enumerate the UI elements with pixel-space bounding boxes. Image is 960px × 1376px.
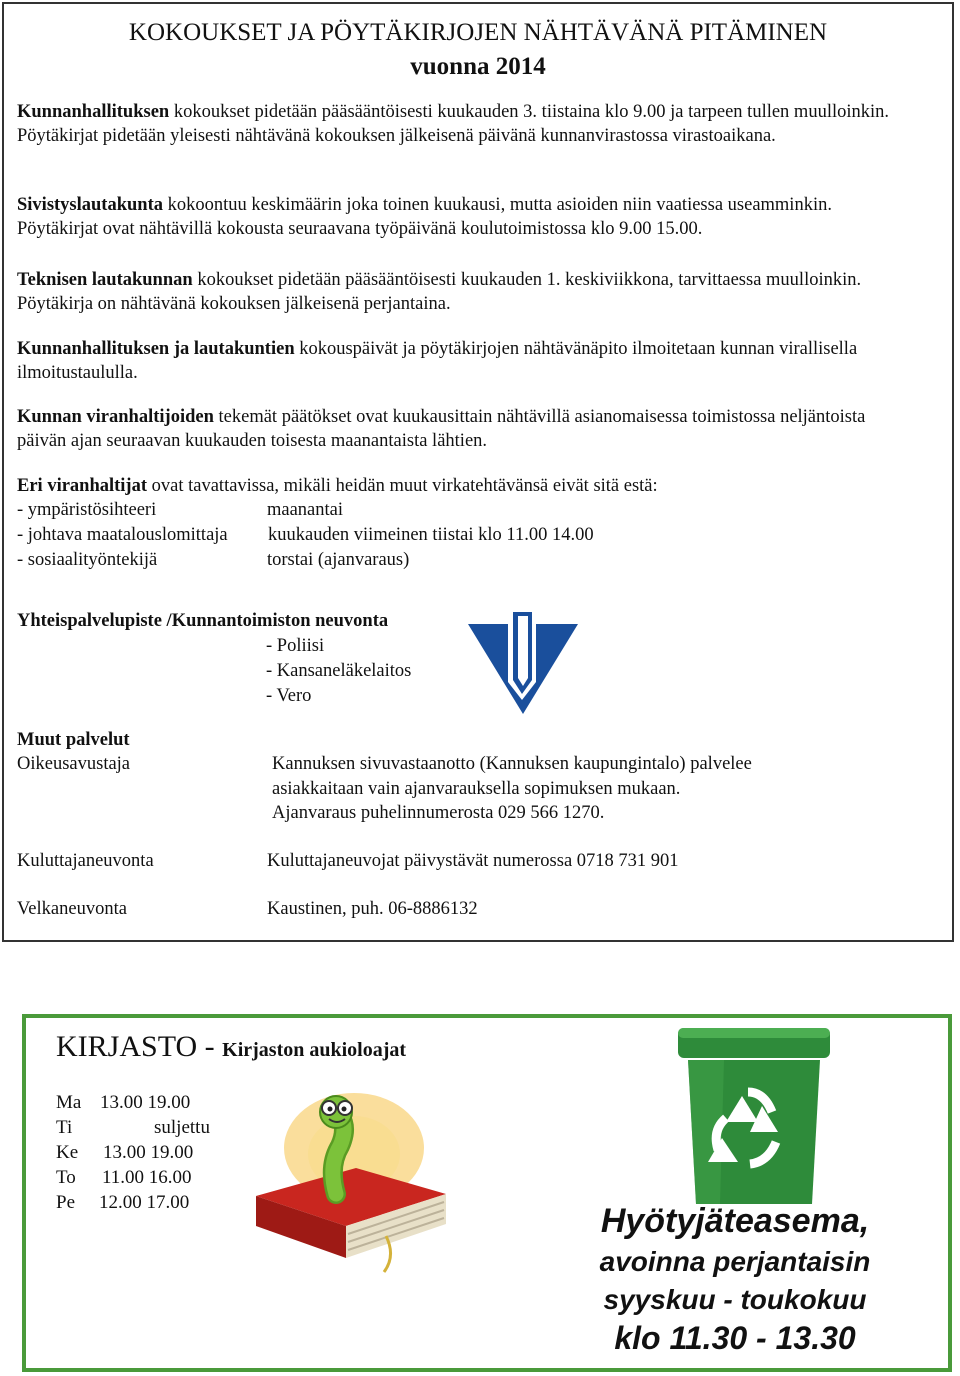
- recycling-open-days: avoinna perjantaisin: [599, 1246, 871, 1277]
- recycling-bin-illustration: [664, 1022, 844, 1212]
- consumer-advice-text: Kuluttajaneuvojat päivystävät numerossa 0718 731 901: [267, 851, 679, 871]
- library-title: KIRJASTO - Kirjaston aukioloajat: [56, 1030, 407, 1063]
- official-role: - ympäristösihteeri: [17, 500, 157, 520]
- debt-advice-label: Velkaneuvonta: [17, 899, 127, 919]
- other-services-title: Muut palvelut: [17, 730, 130, 750]
- library-time: 12.00 17.00: [99, 1192, 190, 1213]
- recycling-station-title: Hyötyjäteasema,: [600, 1202, 870, 1240]
- legal-aid-text: Ajanvaraus puhelinnumerosta 029 566 1270.: [272, 803, 605, 823]
- official-time: maanantai: [267, 500, 344, 520]
- service-item: - Vero: [266, 686, 312, 706]
- recycling-hours: klo 11.30 - 13.30: [614, 1320, 856, 1356]
- library-day: To: [56, 1167, 76, 1188]
- library-time: 11.00 16.00: [102, 1167, 192, 1188]
- section-notice-board: Kunnanhallituksen ja lautakuntien kokouspäivät ja pöytäkirjojen nähtävänäpito ilmoitetaan kunnan virallisella ilmoitustaululla.: [17, 339, 858, 383]
- section-officials-available: Eri viranhaltijat ovat tavattavissa, mikäli heidän muut virkatehtävänsä eivät sitä estä:: [17, 476, 658, 496]
- legal-aid-label: Oikeusavustaja: [17, 754, 131, 774]
- section-officeholder-decisions: Kunnan viranhaltijoiden tekemät päätökset ovat kuukausittain nähtävillä asianomaisessa toimistossa neljäntoista päivän ajan seuraavan kuukauden toisesta maanantaista lähtien.: [17, 407, 866, 451]
- service-point-title: Yhteispalvelupiste /Kunnantoimiston neuvonta: [17, 611, 389, 631]
- library-time: 13.00 19.00: [103, 1142, 194, 1163]
- official-role: - sosiaalityöntekijä: [17, 550, 158, 570]
- official-role: - johtava maatalouslomittaja: [17, 525, 228, 545]
- official-time: torstai (ajanvaraus): [267, 550, 410, 570]
- library-time: 13.00 19.00: [100, 1092, 191, 1113]
- section-education-committee: Sivistyslautakunta kokoontuu keskimäärin joka toinen kuukausi, mutta asioiden niin vaatiessa useamminkin. Pöytäkirjat ovat nähtävillä kokousta seuraavana työpäivänä koulutoimistossa klo 9.00 15.00.: [17, 195, 832, 239]
- debt-advice-text: Kaustinen, puh. 06-8886132: [267, 899, 478, 919]
- section-municipal-board: Kunnanhallituksen kokoukset pidetään pääsääntöisesti kuukauden 3. tiistaina klo 9.00 ja tarpeen tullen muulloinkin. Pöytäkirjat pidetään yleisesti nähtävänä kokouksen jälkeisenä päivänä kunnanvirastossa virastoaikana.: [17, 102, 890, 146]
- page-title: KOKOUKSET JA PÖYTÄKIRJOJEN NÄHTÄVÄNÄ PITÄMINEN: [128, 19, 828, 46]
- service-point-logo: [466, 602, 580, 716]
- page-subtitle-year: vuonna 2014: [410, 53, 546, 80]
- bookworm-illustration: [236, 1076, 476, 1276]
- legal-aid-text: Kannuksen sivuvastaanotto (Kannuksen kaupungintalo) palvelee: [272, 754, 752, 774]
- recycling-season: syyskuu - toukokuu: [603, 1284, 867, 1315]
- library-time: suljettu: [154, 1117, 210, 1138]
- official-time: kuukauden viimeinen tiistai klo 11.00 14.00: [268, 525, 594, 545]
- section-technical-committee: Teknisen lautakunnan kokoukset pidetään pääsääntöisesti kuukauden 1. keskiviikkona, tarvittaessa muulloinkin. Pöytäkirja on nähtävänä kokouksen jälkeisenä perjantaina.: [17, 270, 862, 314]
- legal-aid-text: asiakkaitaan vain ajanvarauksella sopimuksen mukaan.: [272, 779, 681, 799]
- library-day: Ma: [56, 1092, 82, 1113]
- library-day: Ti: [56, 1117, 73, 1138]
- service-item: - Poliisi: [266, 636, 325, 656]
- library-day: Pe: [56, 1192, 75, 1213]
- consumer-advice-label: Kuluttajaneuvonta: [17, 851, 154, 871]
- library-day: Ke: [56, 1142, 79, 1163]
- service-item: - Kansaneläkelaitos: [266, 661, 412, 681]
